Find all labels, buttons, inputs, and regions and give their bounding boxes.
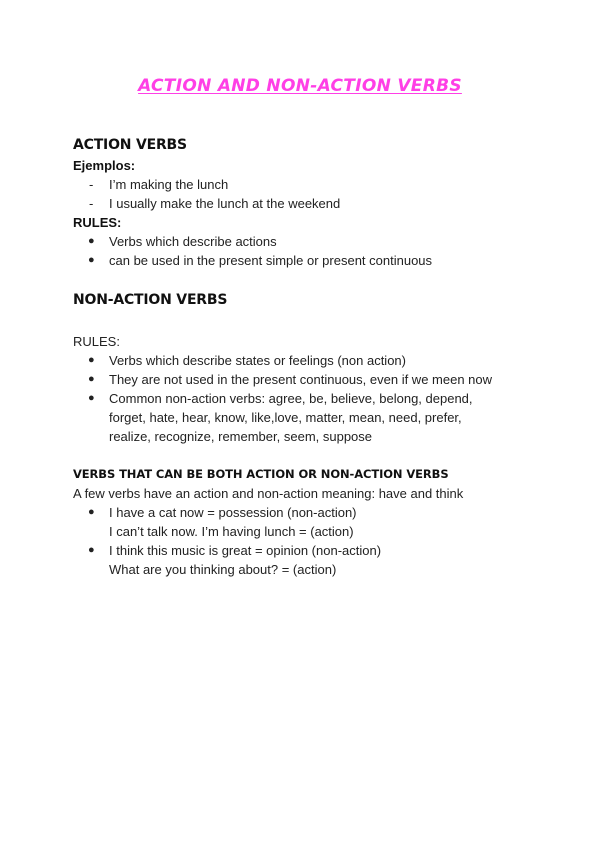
examples-list: [73, 175, 553, 213]
examples-label: Ejemplos:: [73, 158, 136, 173]
example-text: I have a cat now = possession (non-action): [109, 505, 357, 520]
both-intro: A few verbs have an action and non-action meaning: have and think: [73, 486, 464, 501]
action-verbs-heading: ACTION VERBS: [73, 137, 187, 153]
rules-label: RULES:: [73, 215, 122, 230]
example-text: What are you thinking about? = (action): [109, 562, 337, 577]
bullet-marker: ●: [88, 254, 95, 266]
list-item: [73, 175, 553, 194]
example-text: I can’t talk now. I’m having lunch = (action): [109, 524, 354, 539]
example-text: I’m making the lunch: [109, 177, 229, 192]
page-title: ACTION AND NON-ACTION VERBS: [138, 76, 462, 96]
list-item: [73, 389, 553, 446]
rules-label: RULES:: [73, 334, 120, 349]
non-action-verbs-heading: NON-ACTION VERBS: [73, 292, 228, 308]
bullet-marker: ●: [88, 235, 95, 247]
common-verbs-line: forget, hate, hear, know, like,love, matter, mean, need, prefer,: [109, 410, 462, 425]
bullet-marker: ●: [88, 392, 95, 404]
both-examples-list: [73, 503, 553, 579]
list-item: [73, 194, 553, 213]
example-text: I usually make the lunch at the weekend: [109, 196, 341, 211]
action-rules-list: [73, 232, 553, 270]
dash-marker: -: [89, 196, 94, 211]
dash-marker: -: [89, 177, 94, 192]
list-item: [73, 370, 553, 389]
common-verbs-line: realize, recognize, remember, seem, suppose: [109, 429, 373, 444]
both-verbs-heading: VERBS THAT CAN BE BOTH ACTION OR NON-ACTION VERBS: [73, 467, 449, 481]
both-verbs-section: [73, 466, 553, 579]
list-item: [73, 541, 553, 579]
list-item: [73, 351, 553, 370]
list-item: [73, 232, 553, 251]
rule-text: Verbs which describe actions: [109, 234, 277, 249]
bullet-marker: ●: [88, 544, 95, 556]
rule-text: Verbs which describe states or feelings (non action): [109, 353, 406, 368]
rule-text: can be used in the present simple or present continuous: [109, 253, 433, 268]
rule-text: They are not used in the present continuous, even if we meen now: [109, 372, 493, 387]
non-action-rules-list: [73, 351, 553, 446]
action-verbs-section: [73, 136, 553, 270]
bullet-marker: ●: [88, 373, 95, 385]
common-verbs-line: Common non-action verbs: agree, be, believe, belong, depend,: [109, 391, 473, 406]
bullet-marker: ●: [88, 506, 95, 518]
non-action-verbs-section: [73, 291, 553, 446]
example-text: I think this music is great = opinion (non-action): [109, 543, 382, 558]
list-item: [73, 251, 553, 270]
bullet-marker: ●: [88, 354, 95, 366]
list-item: [73, 503, 553, 541]
